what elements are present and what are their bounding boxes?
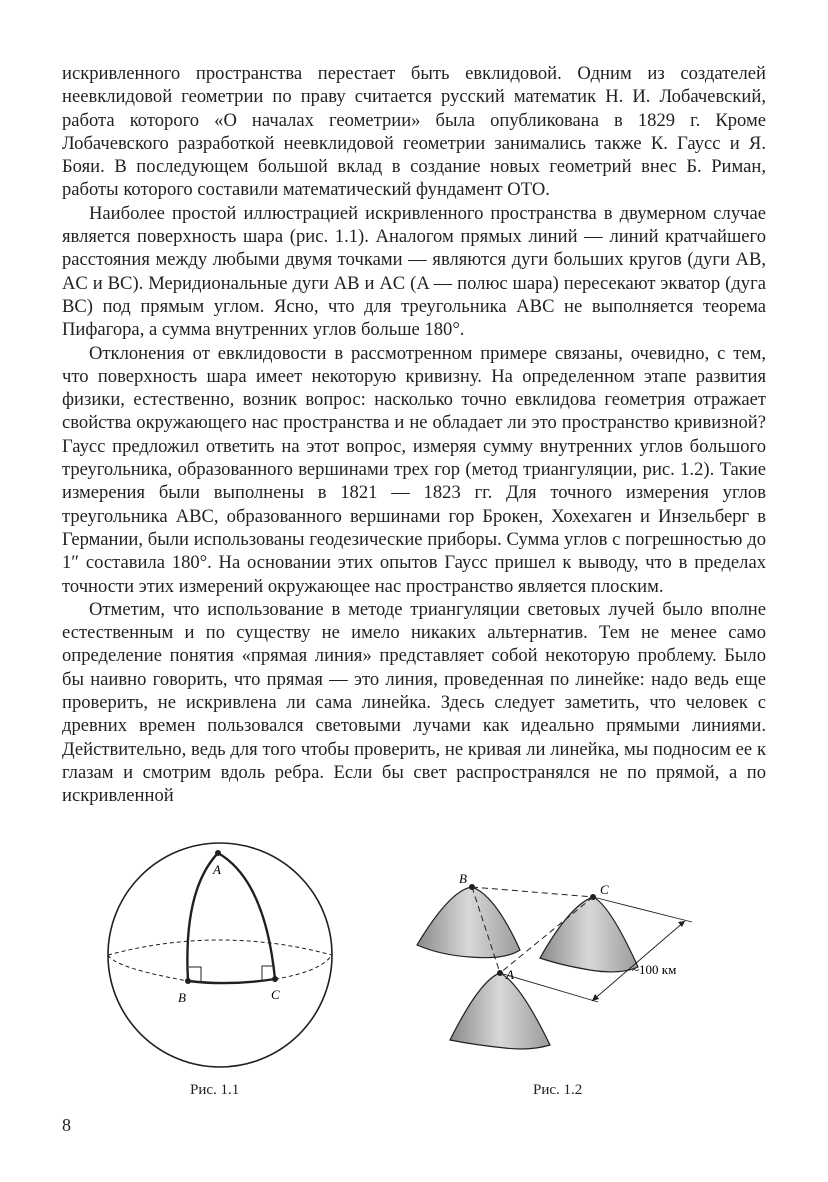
- label-a: A: [213, 862, 221, 877]
- mountain-c: [540, 897, 638, 972]
- point-c: [590, 894, 596, 900]
- caption-fig-1-1: Рис. 1.1: [190, 1082, 240, 1098]
- equator-front-right-dashed: [275, 955, 332, 979]
- paragraph-4: Отметим, что использование в методе триангуляции световых лучей было вполне естественным и по существу не имело никаких альтернатив. Тем не менее само определение понятия «прямая линия» представляет собой некоторую проблему. Было бы наивно говорить, что прямая — это линия, проведенная по линейке: надо ведь еще проверить, не искривлена ли сама линейка. Здесь следует заметить, что человек с древних времен пользовался световыми лучами как идеально прямыми линиями. Действительно, ведь для того чтобы проверить, не кривая ли линейка, мы подносим ее к глазам и смотрим вдоль ребра. Если бы свет распространялся не по прямой, а по искривленной: [62, 598, 766, 807]
- label-b: B: [178, 990, 186, 1005]
- label-c: C: [600, 882, 609, 897]
- sphere-diagram: [105, 840, 335, 1070]
- right-angle-b: [189, 967, 201, 981]
- point-a: [497, 970, 503, 976]
- paragraph-1: искривленного пространства перестает быть евклидовой. Одним из создателей неевклидовой геометрии по праву считается русский математик Н. И. Лобачевский, работа которого «О началах геометрии» была опубликована в 1829 г. Кроме Лобачевского разработкой неевклидовой геометрии занимались также К. Гаусс и Я. Бояи. В последующем большой вклад в создание новых геометрий внес Б. Риман, работы которого составили математический фундамент ОТО.: [62, 63, 766, 201]
- body-text: [62, 62, 766, 808]
- mountain-a: [450, 973, 550, 1049]
- label-a: A: [506, 967, 514, 982]
- paragraph-2: Наиболее простой иллюстрацией искривленного пространства в двумерном случае является поверхность шара (рис. 1.1). Аналогом прямых линий — линий кратчайшего расстояния между любыми двумя точками — являются дуги больших кругов (дуги AB, AC и BC). Меридиональные дуги AB и AC (A — полюс шара) пересекают экватор (дуга BC) под прямым углом. Ясно, что для треугольника ABC не выполняется теорема Пифагора, а сумма внутренних углов больше 180°.: [62, 202, 766, 341]
- figure-mountains: [410, 865, 710, 1065]
- dim-arrow-bottom: [592, 994, 599, 1001]
- point-c: [272, 976, 278, 982]
- paragraph-3: Отклонения от евклидовости в рассмотренном примере связаны, очевидно, с тем, что поверхность шара имеет некоторую кривизну. На определенном этапе развития физики, естественно, возник вопрос: насколько точно евклидова геометрия отражает свойства окружающего нас пространства и не обладает ли это пространство кривизной? Гаусс предложил ответить на этот вопрос, измеряя сумму внутренних углов большого треугольника, образованного вершинами трех гор (метод триангуляции, рис. 1.2). Такие измерения были выполнены в 1821 — 1823 гг. Для точного измерения углов треугольника ABC, образованного вершинами гор Брокен, Хохехаген и Инзельберг в Германии, были использованы геодезические приборы. Сумма углов с погрешностью до 1″ составила 180°. На основании этих опытов Гаусс пришел к выводу, что в пределах точности этих измерений окружающее нас пространство является плоским.: [62, 342, 766, 597]
- caption-fig-1-2: Рис. 1.2: [533, 1082, 583, 1098]
- equator-front-left-dashed: [108, 955, 188, 981]
- label-c: C: [271, 987, 280, 1002]
- point-b: [185, 978, 191, 984]
- figure-sphere: [105, 840, 335, 1070]
- mountains-diagram: [410, 865, 710, 1065]
- mountain-b: [417, 887, 520, 958]
- point-a: [215, 850, 221, 856]
- arc-ac: [218, 853, 275, 979]
- equator-back: [108, 940, 332, 955]
- line-bc: [472, 887, 593, 897]
- distance-label: ~100 км: [632, 962, 677, 977]
- page-number: 8: [62, 1115, 71, 1135]
- label-b: B: [459, 871, 467, 886]
- right-angle-c: [262, 966, 274, 980]
- point-b: [469, 884, 475, 890]
